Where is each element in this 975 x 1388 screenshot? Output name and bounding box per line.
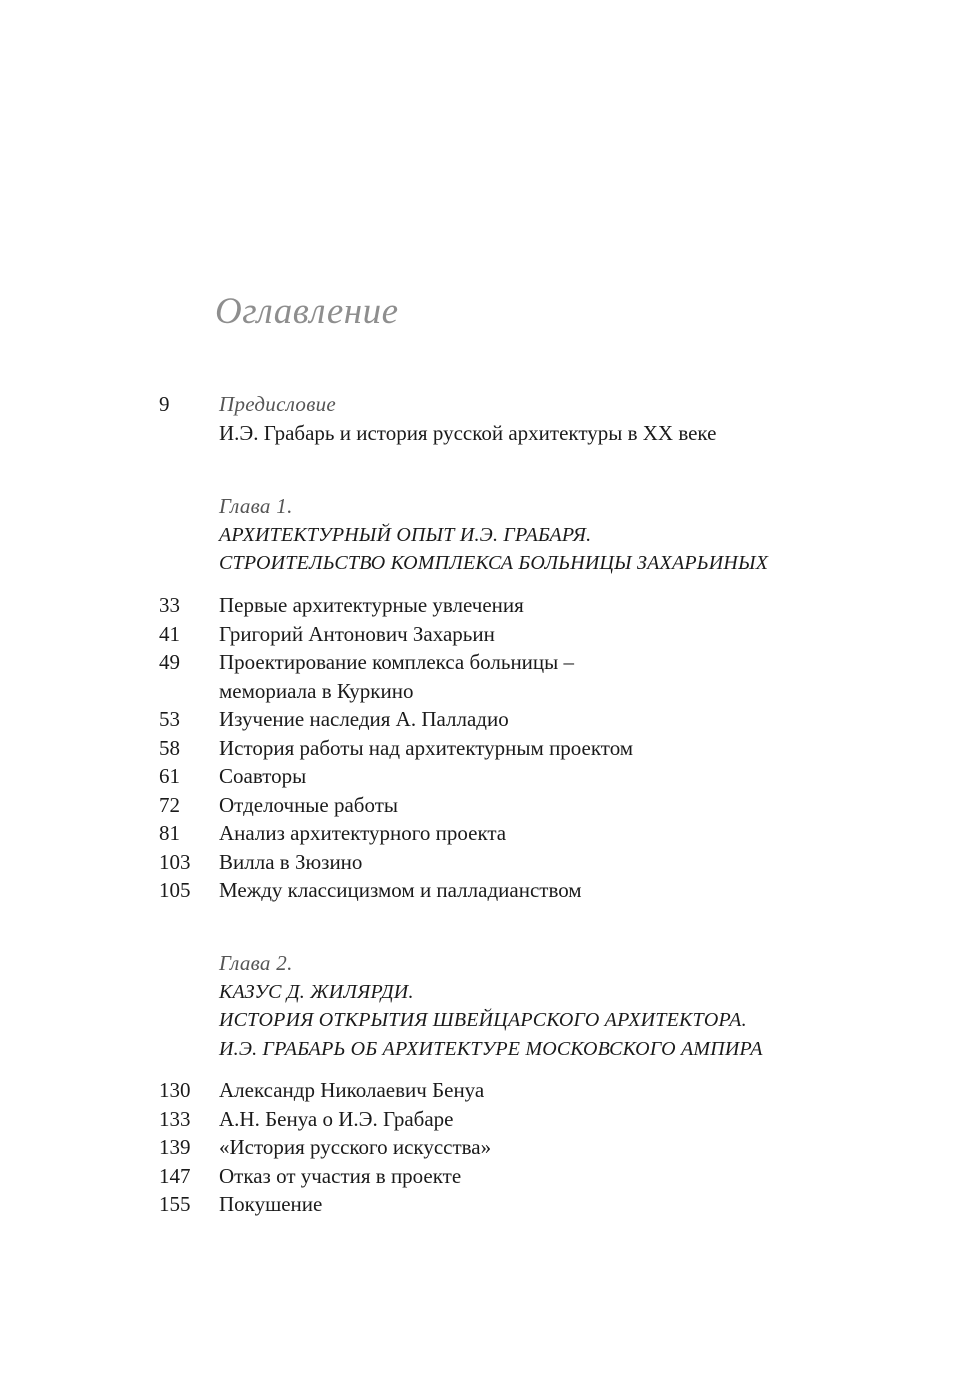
toc-page-number: 103 (159, 849, 191, 874)
toc-page-number: 61 (159, 764, 180, 788)
toc-page-number: 33 (159, 593, 180, 617)
toc-entry[interactable] (0, 791, 975, 820)
chapter-1-heading (0, 492, 975, 578)
toc-page-number: 105 (159, 878, 191, 902)
chapter-1-label: Глава 1. (219, 494, 293, 518)
toc-entry[interactable] (0, 762, 975, 791)
toc-page-number: 139 (159, 1135, 191, 1159)
toc-page-number: 58 (159, 735, 180, 760)
chapter-1-entries (0, 591, 975, 905)
toc-entry-title: История работы над архитектурным проектом (219, 735, 634, 760)
preface-page-number: 9 (159, 392, 170, 416)
chapter-2-heading (0, 949, 975, 1063)
toc-page-number: 41 (159, 621, 180, 646)
toc-entry[interactable] (0, 819, 975, 848)
toc-entry-title: Первые архитектурные увлечения (219, 593, 524, 617)
toc-page-number: 147 (159, 1163, 191, 1188)
preface-entry[interactable] (0, 390, 975, 447)
chapter-2-title-line: И.Э. ГРАБАРЬ ОБ АРХИТЕКТУРЕ МОСКОВСКОГО АМПИРА (219, 1037, 763, 1060)
toc-entry-title: Проектирование комплекса больницы – (219, 650, 575, 674)
toc-entry[interactable] (0, 648, 975, 677)
toc-page-number: 81 (159, 821, 180, 845)
chapter-1-title-line: АРХИТЕКТУРНЫЙ ОПЫТ И.Э. ГРАБАРЯ. (219, 523, 592, 546)
toc-page-number: 49 (159, 650, 180, 674)
toc-page-number: 72 (159, 792, 180, 817)
toc-entry[interactable] (0, 734, 975, 763)
toc-entry-continuation[interactable] (0, 677, 975, 706)
toc-entry-title: «История русского искусства» (219, 1135, 492, 1159)
toc-entry-title: Между классицизмом и палладианством (219, 878, 582, 902)
toc-entry[interactable] (0, 876, 975, 905)
toc-entry[interactable] (0, 1133, 975, 1162)
toc-page-number: 130 (159, 1078, 191, 1102)
toc-entry[interactable] (0, 1105, 975, 1134)
toc-entry[interactable] (0, 848, 975, 877)
toc-entry[interactable] (0, 1190, 975, 1219)
toc-entry-title: А.Н. Бенуа о И.Э. Грабаре (219, 1106, 454, 1131)
toc-entry-title: Отказ от участия в проекте (219, 1163, 462, 1188)
toc-entry[interactable] (0, 591, 975, 620)
toc-entry-title: Соавторы (219, 764, 307, 788)
preface-label: Предисловие (219, 392, 337, 416)
toc-entry-title: Анализ архитектурного проекта (219, 821, 507, 845)
toc-page-number: 133 (159, 1106, 191, 1131)
chapter-1-title-line: СТРОИТЕЛЬСТВО КОМПЛЕКСА БОЛЬНИЦЫ ЗАХАРЬИНЫХ (219, 552, 769, 574)
chapter-2-label: Глава 2. (219, 951, 293, 975)
toc-entry-title: Отделочные работы (219, 792, 399, 817)
toc-entry-title: Покушение (219, 1192, 323, 1216)
toc-page-number: 155 (159, 1192, 191, 1216)
preface-title: И.Э. Грабарь и история русской архитектуры в XX веке (219, 420, 717, 445)
chapter-2-title-line: ИСТОРИЯ ОТКРЫТИЯ ШВЕЙЦАРСКОГО АРХИТЕКТОРА. (219, 1009, 747, 1031)
toc-entry-title: Григорий Антонович Захарьин (219, 621, 495, 646)
toc-entry-title: Вилла в Зюзино (219, 849, 363, 874)
toc-entry[interactable] (0, 620, 975, 649)
chapter-2-entries (0, 1076, 975, 1219)
toc-entry-title: Изучение наследия А. Палладио (219, 707, 509, 731)
toc-entry[interactable] (0, 1162, 975, 1191)
chapter-2-title-line: КАЗУС Д. ЖИЛЯРДИ. (219, 980, 414, 1003)
toc-entry[interactable] (0, 1076, 975, 1105)
toc-entry[interactable] (0, 705, 975, 734)
page-title: Оглавление (215, 291, 399, 332)
toc-page-number: 53 (159, 707, 180, 731)
toc-entry-title: Александр Николаевич Бенуа (219, 1078, 485, 1102)
toc-entry-title: мемориала в Куркино (219, 678, 414, 703)
